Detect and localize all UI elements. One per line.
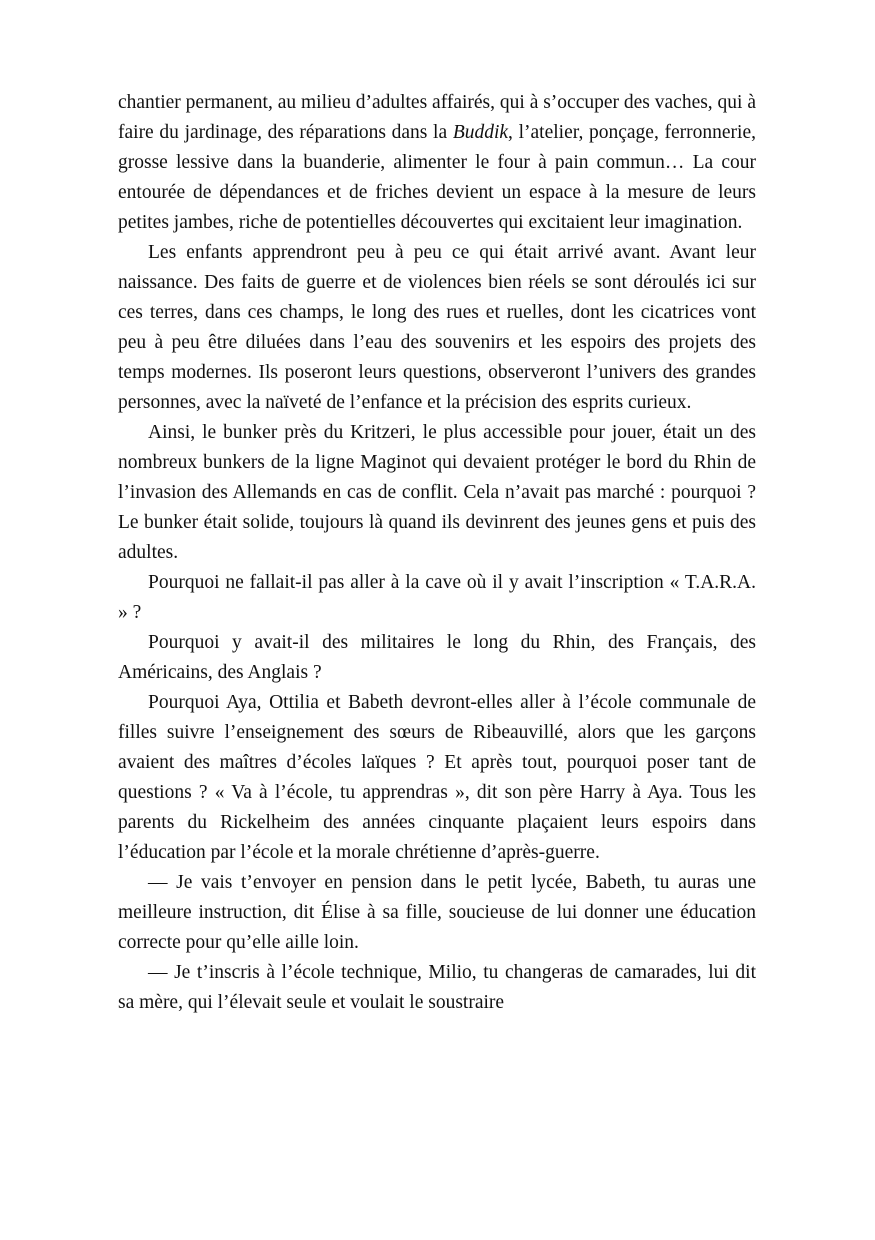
- dialogue-paragraph-7: — Je vais t’envoyer en pension dans le petit lycée, Babeth, tu auras une meilleure instruction, dit Élise à sa fille, soucieuse de lui donner une éducation correcte pour qu’elle aille loin.: [118, 872, 756, 953]
- paragraph-3: Ainsi, le bunker près du Kritzeri, le plus accessible pour jouer, était un des nombreux bunkers de la ligne Maginot qui devaient protéger le bord du Rhin de l’invasion des Allemands en cas de conflit. Cela n’avait pas marché : pourquoi ? Le bunker était solide, toujours là quand ils devinrent des jeunes gens et puis des adultes.: [118, 422, 756, 563]
- paragraph-1-text-start: chantier permanent, au milieu d’adultes affairés, qui à s’occuper des vaches, qui à faire du jardinage, des réparations dans la: [118, 92, 757, 143]
- dialogue-paragraph-8: — Je t’inscris à l’école technique, Milio, tu changeras de camarades, lui dit sa mère, qui l’élevait seule et voulait le soustraire: [118, 962, 756, 1013]
- paragraph-4: Pourquoi ne fallait-il pas aller à la cave où il y avait l’inscription « T.A.R.A. » ?: [118, 572, 756, 623]
- page-body: [118, 88, 756, 1018]
- paragraph-1: [118, 88, 756, 238]
- paragraph-2: Les enfants apprendront peu à peu ce qui était arrivé avant. Avant leur naissance. Des faits de guerre et de violences bien réels se sont déroulés ici sur ces terres, dans ces champs, le long des rues et ruelles, dont les cicatrices vont peu à peu être diluées dans l’eau des souvenirs et les espoirs des projets des temps modernes. Ils poseront leurs questions, observeront l’univers des grandes personnes, avec la naïveté de l’enfance et la précision des esprits curieux.: [118, 242, 756, 413]
- paragraph-1-text-end: , l’atelier, ponçage, ferronnerie, grosse lessive dans la buanderie, alimenter le four à pain commun… La cour entourée de dépendances et de friches devient un espace à la mesure de leurs petites jambes, riche de potentielles découvertes qui excitaient leur imagination.: [118, 122, 756, 233]
- paragraph-5: Pourquoi y avait-il des militaires le long du Rhin, des Français, des Américains, des Anglais ?: [118, 632, 756, 683]
- italic-term-buddik: Buddik: [452, 122, 509, 143]
- paragraph-6: Pourquoi Aya, Ottilia et Babeth devront-elles aller à l’école communale de filles suivre l’enseignement des sœurs de Ribeauvillé, alors que les garçons avaient des maîtres d’écoles laïques ? Et après tout, pourquoi poser tant de questions ? « Va à l’école, tu apprendras », dit son père Harry à Aya. Tous les parents du Rickelheim des années cinquante plaçaient leurs espoirs dans l’éducation par l’école et la morale chrétienne d’après-guerre.: [118, 692, 756, 863]
